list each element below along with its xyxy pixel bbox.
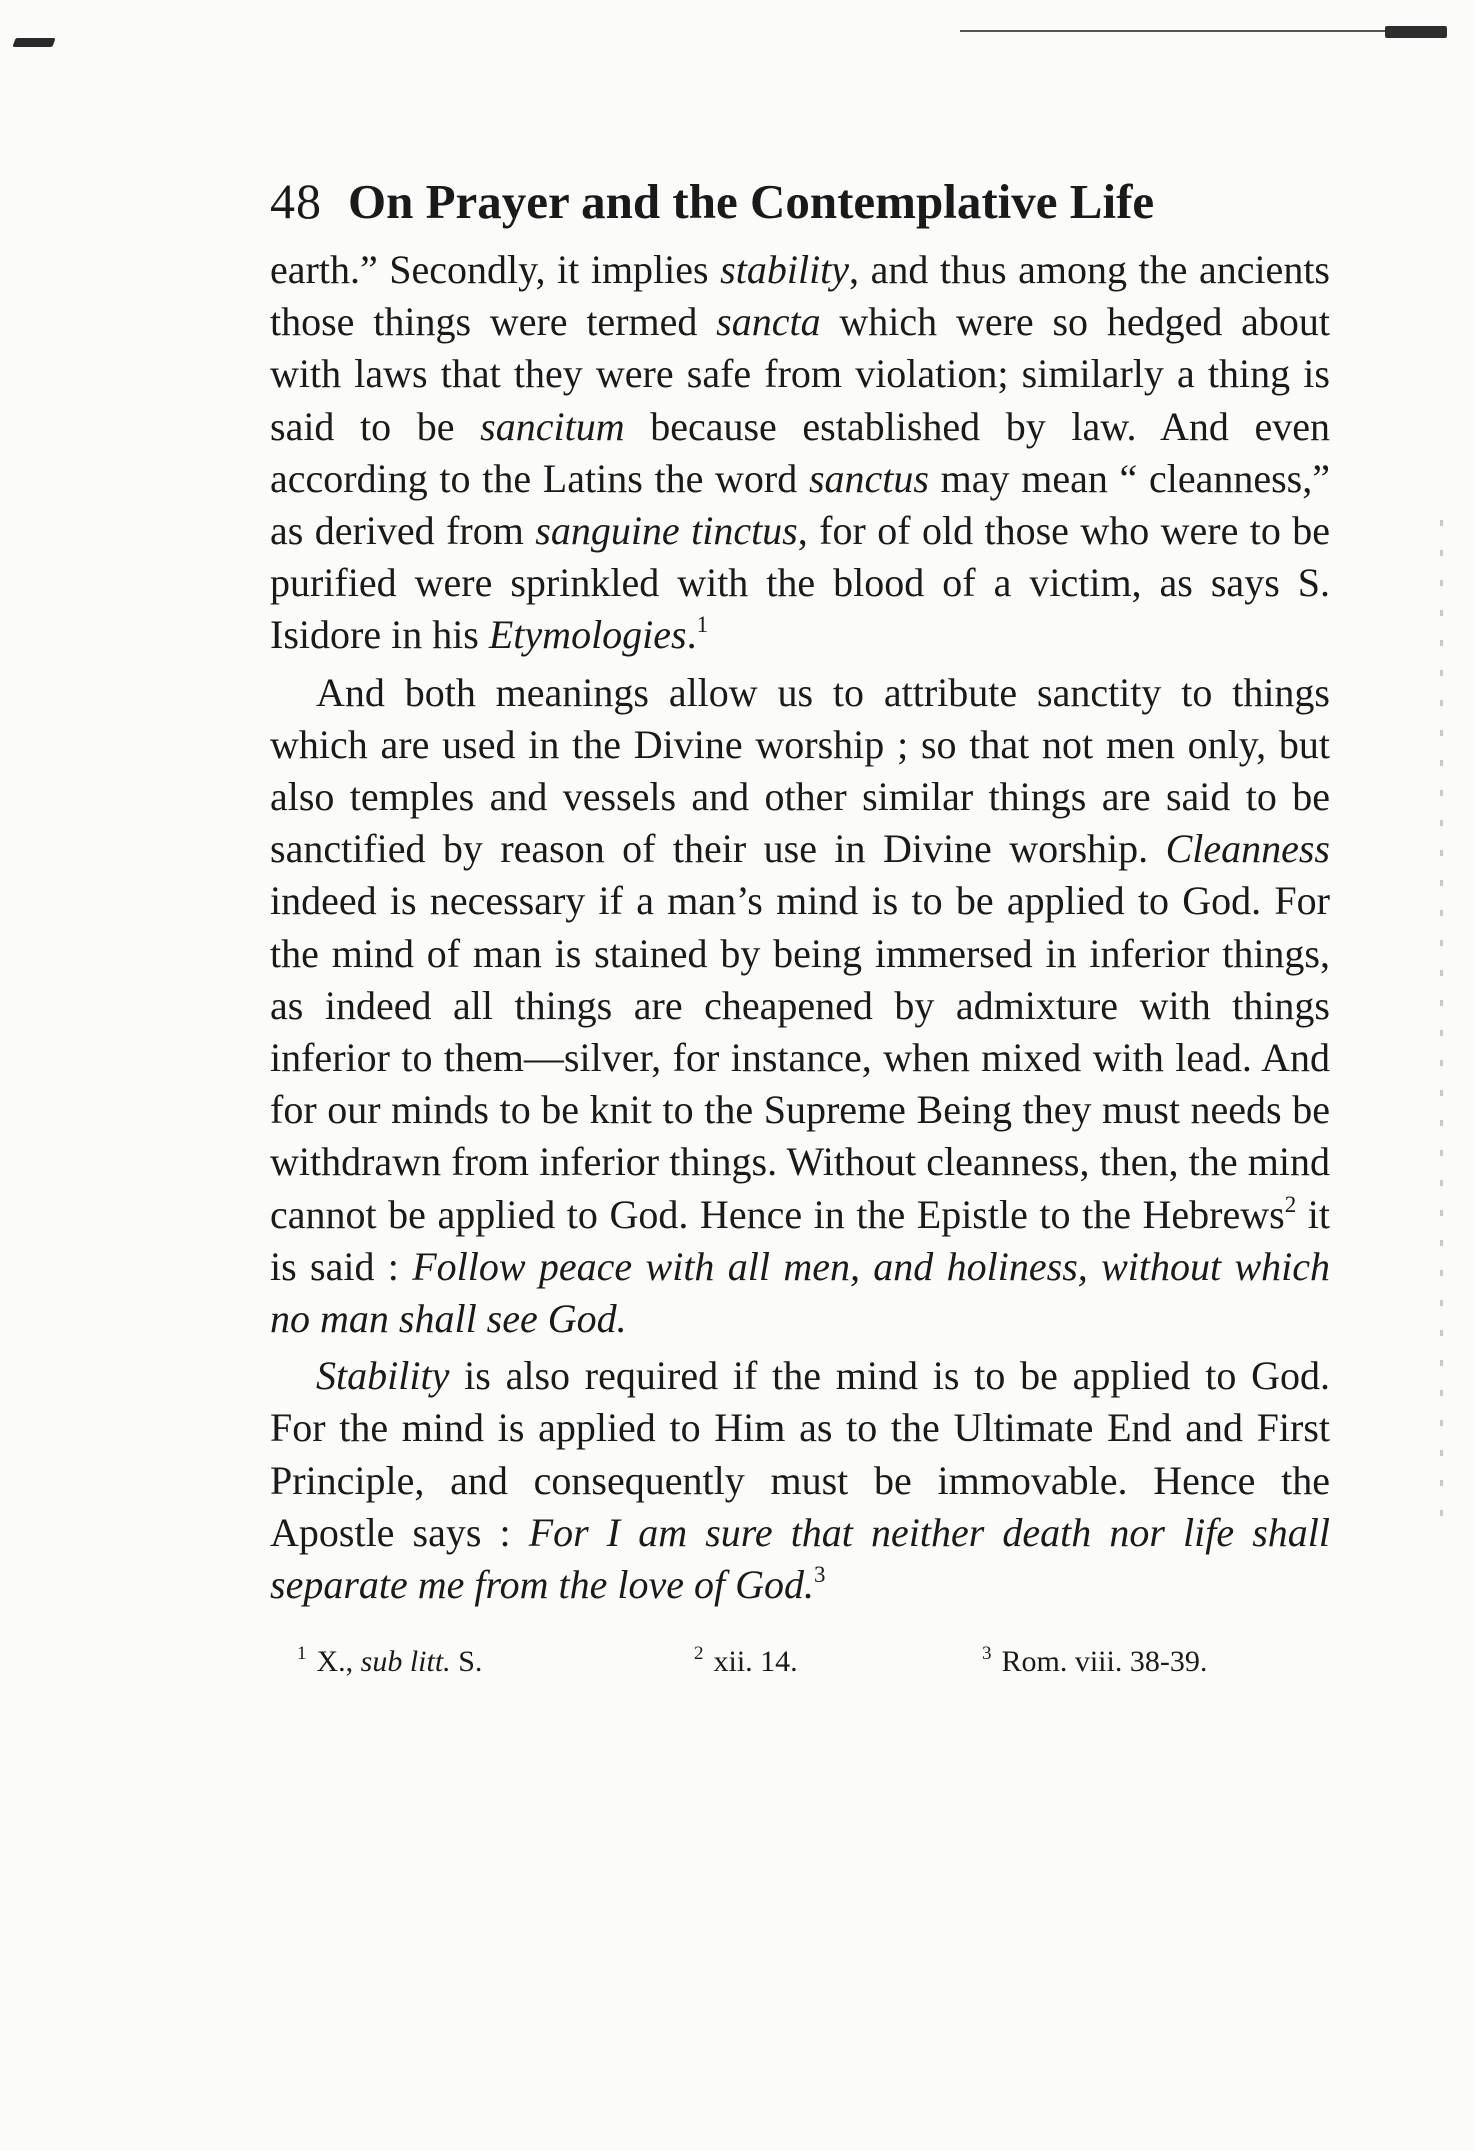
footnote-mark: 2 — [694, 1643, 704, 1665]
text-run: which were so hedged about with laws that they were safe from violation; similarly a thing is said to be — [270, 299, 1330, 449]
text-run: X., — [316, 1645, 361, 1679]
paragraph-stability — [270, 1350, 1330, 1611]
italic-text: sancitum — [480, 403, 625, 449]
page-number: 48 — [270, 173, 322, 229]
text-run: And both meanings allow us to attribute sanctity to things which are used in the Divine worship ; so that not men only, but also temples and vessels and other similar things are said to be sanctified by reason of their use in Divine worship. — [270, 669, 1330, 872]
italic-text: sancta — [716, 299, 821, 345]
running-head — [270, 172, 1330, 242]
italic-text: Etymologies — [488, 612, 687, 658]
scan-top-rule — [960, 30, 1430, 32]
italic-text: sanguine tinctus — [535, 508, 798, 554]
text-run: earth.” Secondly, it implies — [270, 247, 721, 292]
text-run: Rom. viii. 38-39. — [1001, 1645, 1208, 1679]
body-text — [270, 244, 1330, 1611]
footnote-1 — [270, 1645, 694, 1679]
footnote-reference: 2 — [1284, 1191, 1297, 1217]
footnote-3 — [982, 1645, 1207, 1679]
text-run: is also required if the mind is to be applied to God. For the mind is applied to Him as to the Ultimate End and First Principle, and consequently must be immovable. Hence the Apostle says : — [270, 1353, 1330, 1555]
scan-smudge-left — [12, 38, 55, 47]
text-run: S. — [450, 1645, 483, 1679]
text-run: may mean “ cleanness,” as derived from — [270, 455, 1330, 554]
italic-text: sanctus — [808, 455, 929, 501]
book-page — [270, 172, 1330, 1679]
footnote-reference: 1 — [696, 612, 709, 638]
footnote-2 — [694, 1645, 982, 1679]
paragraph-stability-sanctity — [270, 244, 1330, 662]
italic-text: Cleanness — [1165, 826, 1330, 872]
italic-text: stability — [720, 247, 850, 292]
italic-text: For I am sure that neither death nor life shall separate me from the love of God. — [270, 1509, 1330, 1608]
footnotes — [270, 1645, 1330, 1679]
italic-text: Stability — [316, 1353, 450, 1399]
italic-text: Follow peace with all men, and holiness, without which no man shall see God. — [270, 1243, 1330, 1342]
text-run: indeed is necessary if a man’s mind is to be applied to God. For the mind of man is stained by being immersed in inferior things, as indeed all things are cheapened by admixture with things inferior to them—silver, for instance, when mixed with lead. And for our minds to be knit to the Supreme Being they must needs be withdrawn from inferior things. Without cleanness, then, the mind cannot be applied to God. Hence in the Epistle to the Hebrews — [270, 878, 1330, 1237]
text-run: because established by law. And even according to the Latins the word — [270, 403, 1330, 501]
binding-edge-marks — [1440, 520, 1443, 1520]
text-run: , for of old those who were to be purified were sprinkled with the blood of a victim, as says S. Isidore in his — [270, 508, 1331, 658]
text-run: xii. 14. — [713, 1645, 798, 1679]
running-title: On Prayer and the Contemplative Life — [348, 174, 1155, 229]
scan-smudge-right — [1385, 26, 1447, 38]
footnote-mark: 3 — [982, 1643, 992, 1665]
text-run: . — [686, 612, 697, 658]
italic-text: sub litt. — [360, 1645, 451, 1679]
text-run: , and thus among the ancients those things were termed — [270, 247, 1330, 345]
footnote-reference: 3 — [813, 1562, 826, 1588]
paragraph-cleanness — [270, 667, 1330, 1346]
text-run: it is said : — [270, 1191, 1330, 1289]
footnote-mark: 1 — [297, 1643, 307, 1665]
